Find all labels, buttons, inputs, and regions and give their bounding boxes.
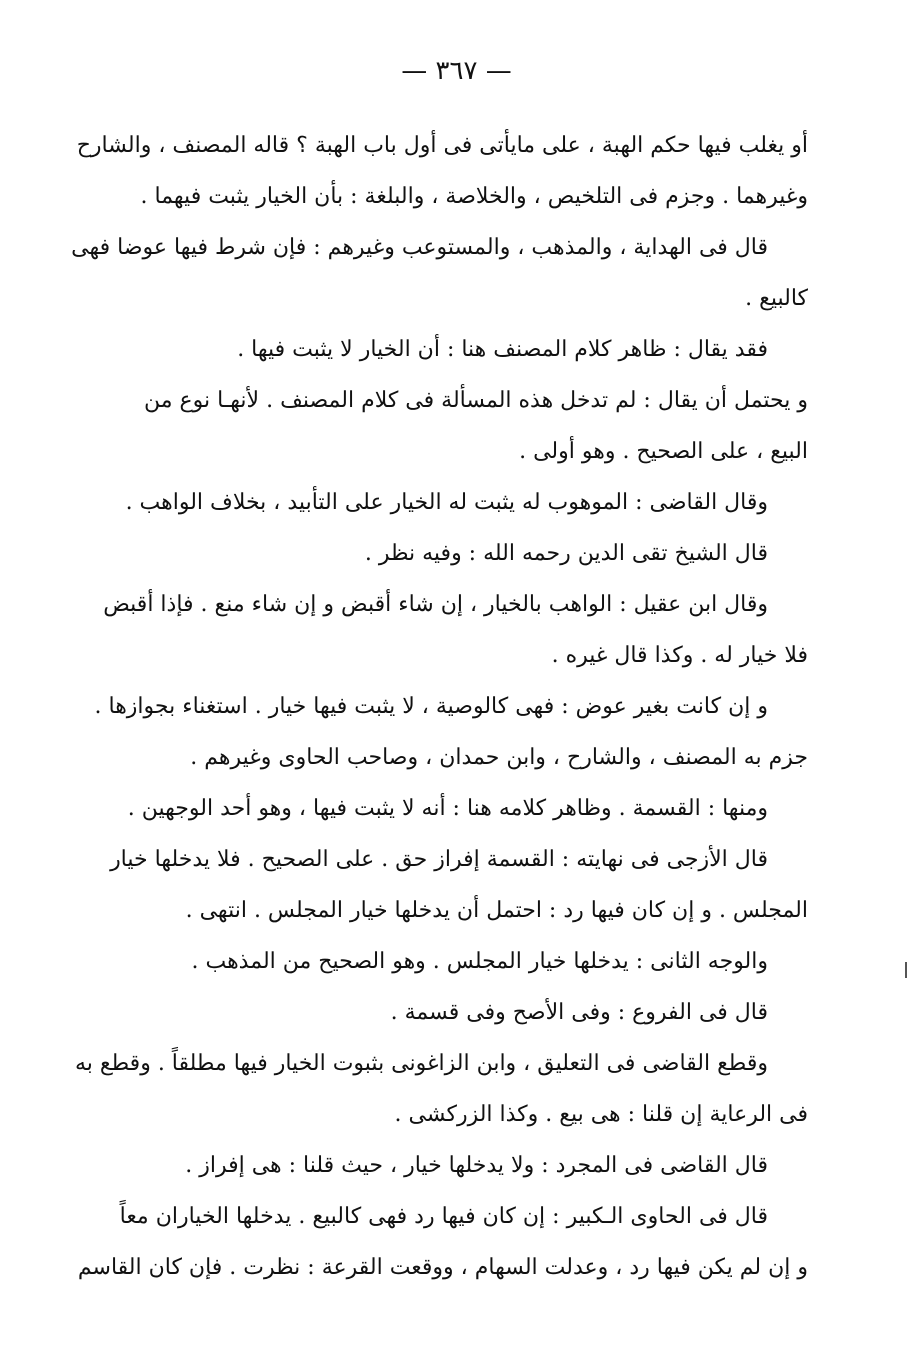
text-line: وقال ابن عقيل : الواهب بالخيار ، إن شاء أقبض و إن شاء منع . فإذا أقبض xyxy=(103,592,768,617)
text-line: قال فى الحاوى الـكبير : إن كان فيها رد فهى كالبيع . يدخلها الخياران معاً xyxy=(119,1204,768,1229)
text-line: وقطع القاضى فى التعليق ، وابن الزاغونى بثبوت الخيار فيها مطلقاً . وقطع به xyxy=(75,1051,768,1076)
text-line: و إن كانت بغير عوض : فهى كالوصية ، لا يثبت فيها خيار . استغناء بجوازها . xyxy=(94,694,768,719)
text-line: جزم به المصنف ، والشارح ، وابن حمدان ، وصاحب الحاوى وغيرهم . xyxy=(190,745,808,770)
text-line: قال فى الهداية ، والمذهب ، والمستوعب وغيرهم : فإن شرط فيها عوضا فهى xyxy=(71,235,768,260)
text-line: فى الرعاية إن قلنا : هى بيع . وكذا الزركشى . xyxy=(394,1102,808,1127)
text-line: والوجه الثانى : يدخلها خيار المجلس . وهو الصحيح من المذهب . xyxy=(191,949,768,974)
body-text xyxy=(71,120,808,1293)
text-line: قال فى الفروع : وفى الأصح وفى قسمة . xyxy=(390,1000,768,1025)
text-line: المجلس . و إن كان فيها رد : احتمل أن يدخلها خيار المجلس . انتهى . xyxy=(185,898,808,923)
text-line: قال الشيخ تقى الدين رحمه الله : وفيه نظر . xyxy=(364,541,768,566)
text-line: وغيرهما . وجزم فى التلخيص ، والخلاصة ، والبلغة : بأن الخيار يثبت فيهما . xyxy=(140,184,808,209)
text-line: و إن لم يكن فيها رد ، وعدلت السهام ، ووقعت القرعة : نظرت . فإن كان القاسم xyxy=(77,1255,808,1280)
text-line: قال الأزجى فى نهايته : القسمة إفراز حق . على الصحيح . فلا يدخلها خيار xyxy=(110,847,768,872)
margin-mark xyxy=(905,962,907,978)
text-line: و يحتمل أن يقال : لم تدخل هذه المسألة فى كلام المصنف . لأنهـا نوع من xyxy=(144,388,808,413)
text-line: أو يغلب فيها حكم الهبة ، على مايأتى فى أول باب الهبة ؟ قاله المصنف ، والشارح xyxy=(76,133,808,158)
text-line: ومنها : القسمة . وظاهر كلامه هنا : أنه لا يثبت فيها ، وهو أحد الوجهين . xyxy=(127,796,768,821)
text-line: البيع ، على الصحيح . وهو أولى . xyxy=(519,439,808,464)
text-line: كالبيع . xyxy=(745,286,808,311)
text-line: فقد يقال : ظاهر كلام المصنف هنا : أن الخيار لا يثبت فيها . xyxy=(237,337,768,362)
text-line: قال القاضى فى المجرد : ولا يدخلها خيار ، حيث قلنا : هى إفراز . xyxy=(185,1153,768,1178)
text-line: فلا خيار له . وكذا قال غيره . xyxy=(551,643,808,668)
page-number: — ٣٦٧ — xyxy=(401,56,512,86)
text-line: وقال القاضى : الموهوب له يثبت له الخيار على التأبيد ، بخلاف الواهب . xyxy=(125,490,768,515)
